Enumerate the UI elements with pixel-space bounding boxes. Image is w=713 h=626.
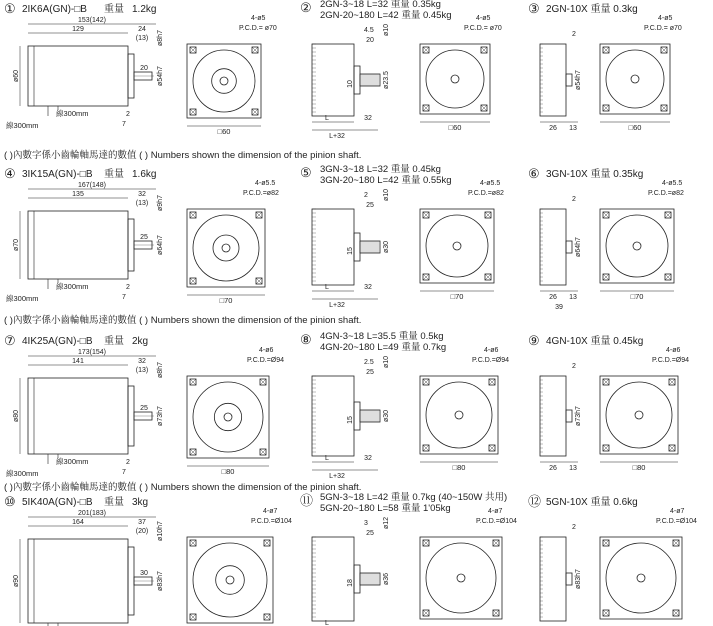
dim-pinion-diameter: ø10h7 bbox=[157, 521, 164, 541]
decimal-gearhead-title: 4GN-10X 重量 0.45kg bbox=[546, 336, 644, 347]
pcd-value: P.C.D.= ø70 bbox=[239, 25, 277, 32]
decimal-gearhead-body bbox=[540, 44, 566, 116]
gearhead-pcd-holes: 4-ø6 bbox=[484, 347, 499, 354]
gearhead-pcd-value: P.C.D.=Ø94 bbox=[472, 357, 510, 364]
gearhead-front-circle bbox=[426, 382, 492, 448]
motor-front-circle bbox=[193, 382, 263, 452]
dim-gearhead-square: □70 bbox=[450, 292, 464, 301]
dim-dec-1: 2 bbox=[572, 31, 576, 38]
decimal-gearhead-boss bbox=[566, 573, 572, 585]
dim-decimal-square: □60 bbox=[628, 123, 642, 132]
dim-gearhead-5: ø12 bbox=[383, 516, 390, 530]
dim-length-b: (20) bbox=[135, 528, 149, 535]
decimal-gearhead-body bbox=[540, 537, 566, 621]
gearhead-title-line2: 4GN-20~180 L=49 重量 0.7kg bbox=[320, 342, 447, 353]
dim-body-length: 135 bbox=[72, 191, 84, 198]
decimal-pcd-value: P.C.D.=ø82 bbox=[648, 190, 684, 197]
gearhead-title-line1: 4GN-3~18 L=35.5 重量 0.5kg bbox=[320, 331, 444, 342]
gearhead-shaft-end bbox=[457, 574, 465, 582]
dim-gearhead-1: 4.5 bbox=[364, 27, 374, 34]
gearhead-title-line2: 3GN-20~180 L=42 重量 0.55kg bbox=[320, 175, 452, 186]
dim-square: □80 bbox=[221, 467, 235, 476]
dim-shaft-length: 25 bbox=[140, 234, 148, 241]
dim-gearhead-5: ø10 bbox=[383, 188, 390, 202]
gearhead-front-square bbox=[420, 44, 490, 114]
gearhead-pcd-holes: 4-ø5 bbox=[476, 15, 491, 22]
gearhead-front-circle bbox=[426, 543, 496, 613]
gearhead-number: ② bbox=[300, 0, 312, 15]
gearhead-flange bbox=[354, 233, 360, 261]
decimal-pcd-holes: 4-ø6 bbox=[666, 347, 681, 354]
dim-total-length: 173(154) bbox=[77, 349, 107, 356]
gearhead-title-line2: 2GN-20~180 L=42 重量 0.45kg bbox=[320, 10, 452, 21]
dim-gearhead-3: 15 bbox=[347, 416, 354, 424]
decimal-gearhead-title: 3GN-10X 重量 0.35kg bbox=[546, 169, 644, 180]
pcd-value: P.C.D.=Ø94 bbox=[247, 357, 285, 364]
dim-dec-3: 13 bbox=[569, 125, 577, 132]
motor-shaft-end bbox=[220, 77, 228, 85]
motor-front-square bbox=[187, 376, 269, 458]
dim-body-length: 129 bbox=[72, 26, 84, 33]
dim-dec-2: 26 bbox=[549, 465, 557, 472]
dim-pinion-diameter: ø9h7 bbox=[157, 195, 164, 211]
motor-flange bbox=[128, 54, 134, 98]
decimal-gearhead-title: 5GN-10X 重量 0.6kg bbox=[546, 497, 638, 508]
decimal-gearhead-title: 2GN-10X 重量 0.3kg bbox=[546, 4, 638, 15]
dim-L2: 32 bbox=[364, 115, 372, 122]
dim-offset-2: 2 bbox=[126, 284, 130, 291]
motor-shaft-end bbox=[224, 413, 232, 421]
motor-weight: 2kg bbox=[132, 336, 149, 347]
pcd-holes: 4-ø6 bbox=[259, 347, 274, 354]
decimal-gearhead-body bbox=[540, 376, 566, 456]
dim-dec-1: 2 bbox=[572, 524, 576, 531]
dim-L: L bbox=[325, 115, 329, 122]
dim-gearhead-2: 25 bbox=[366, 202, 374, 209]
dim-Lsum: L+32 bbox=[329, 302, 345, 309]
dim-offset-2: 2 bbox=[126, 111, 130, 118]
dim-body-length: 141 bbox=[72, 358, 84, 365]
decimal-pcd-holes: 4-ø5 bbox=[658, 15, 673, 22]
gearhead-front-circle bbox=[426, 215, 488, 277]
decimal-gearhead-body bbox=[540, 209, 566, 285]
motor-boss bbox=[214, 403, 241, 430]
pinion-note: ( )內數字係小齒輪軸馬達的數值 ( ) Numbers shown the dimension of the pinion shaft. bbox=[4, 150, 362, 161]
dim-offset: 7 bbox=[122, 121, 126, 128]
dim-offset-2: 2 bbox=[126, 459, 130, 466]
dim-gearhead-3: 15 bbox=[347, 247, 354, 255]
motor-title: 4IK25A(GN)-□B bbox=[22, 336, 93, 347]
dim-dec-diameter: ø54h7 bbox=[575, 70, 582, 90]
gearhead-body bbox=[312, 376, 354, 456]
motor-front-circle bbox=[193, 215, 259, 281]
decimal-front-square bbox=[600, 537, 682, 619]
dim-dec-diameter: ø64h7 bbox=[575, 237, 582, 257]
dim-gearhead-5: ø10 bbox=[383, 355, 390, 369]
motor-title: 3IK15A(GN)-□B bbox=[22, 169, 93, 180]
dim-gearhead-3: 10 bbox=[347, 80, 354, 88]
dim-length-a: 32 bbox=[138, 191, 146, 198]
dim-length-b: (13) bbox=[135, 200, 149, 207]
gearhead-title-line2: 5GN-20~180 L=58 重量 1'05kg bbox=[320, 503, 451, 514]
motor-weight: 1.6kg bbox=[132, 169, 157, 180]
dim-gearhead-3: 18 bbox=[347, 579, 354, 587]
motor-number: ⑦ bbox=[4, 333, 16, 348]
dim-decimal-square: □70 bbox=[630, 292, 644, 301]
dim-gearhead-4: ø23.5 bbox=[383, 71, 390, 89]
dim-shaft-length: 20 bbox=[140, 65, 148, 72]
dim-Lsum: L+32 bbox=[329, 473, 345, 480]
dim-L: L bbox=[325, 455, 329, 462]
pcd-holes: 4-ø5 bbox=[251, 15, 266, 22]
motor-body bbox=[28, 46, 128, 106]
motor-front-square bbox=[187, 44, 261, 118]
decimal-pcd-holes: 4-ø5.5 bbox=[662, 180, 683, 187]
motor-front-square bbox=[187, 537, 273, 623]
pinion-note: ( )內數字係小齒輪軸馬達的數值 ( ) Numbers shown the dimension of the pinion shaft. bbox=[4, 482, 362, 493]
dim-shaft-length: 25 bbox=[140, 405, 148, 412]
gearhead-title-line1: 5GN-3~18 L=42 重量 0.7kg (40~150W 共用) bbox=[320, 492, 508, 503]
dim-gearhead-2: 20 bbox=[366, 37, 374, 44]
motor-weight: 1.2kg bbox=[132, 4, 157, 15]
gearhead-shaft-end bbox=[455, 411, 463, 419]
decimal-shaft-end bbox=[631, 75, 639, 83]
motor-boss bbox=[213, 235, 239, 261]
dim-dec-2: 26 bbox=[549, 125, 557, 132]
lead-wire-label-2: 線300mm bbox=[56, 457, 89, 466]
dim-gearhead-1: 3 bbox=[364, 520, 368, 527]
dim-shaft-diameter: ø64h7 bbox=[157, 235, 164, 255]
dim-total-length: 167(148) bbox=[77, 182, 107, 189]
gearhead-body bbox=[312, 44, 354, 116]
decimal-front-circle bbox=[606, 50, 664, 108]
dim-diameter: ø70 bbox=[13, 238, 20, 252]
pcd-value: P.C.D.=Ø104 bbox=[251, 518, 292, 525]
gearhead-title-line1: 2GN-3~18 L=32 重量 0.35kg bbox=[320, 0, 441, 10]
dim-gearhead-1: 2 bbox=[364, 192, 368, 199]
decimal-gearhead-boss bbox=[566, 410, 572, 422]
motor-boss bbox=[212, 69, 237, 94]
motor-shaft-end bbox=[226, 576, 234, 584]
dim-dec-1: 2 bbox=[572, 196, 576, 203]
dim-L2: 32 bbox=[364, 284, 372, 291]
motor-front-circle bbox=[193, 50, 255, 112]
gearhead-pcd-value: P.C.D.=ø82 bbox=[468, 190, 504, 197]
dim-square: □60 bbox=[217, 127, 231, 136]
decimal-shaft-end bbox=[637, 574, 645, 582]
dim-length-a: 24 bbox=[138, 26, 146, 33]
dim-gearhead-4: ø36 bbox=[383, 572, 390, 586]
gearhead-shaft-end bbox=[451, 75, 459, 83]
gearhead-number: ⑤ bbox=[300, 165, 312, 180]
pinion-note: ( )內數字係小齒輪軸馬達的數值 ( ) Numbers shown the dimension of the pinion shaft. bbox=[4, 315, 362, 326]
motor-flange bbox=[128, 386, 134, 446]
gearhead-front-square bbox=[420, 209, 494, 283]
decimal-gearhead-number: ③ bbox=[528, 1, 540, 16]
motor-number: ⑩ bbox=[4, 494, 16, 509]
motor-front-circle bbox=[193, 543, 267, 617]
decimal-front-circle bbox=[606, 543, 676, 613]
decimal-shaft-end bbox=[633, 242, 641, 250]
dim-gearhead-2: 25 bbox=[366, 530, 374, 537]
dim-dec-diameter: ø73h7 bbox=[575, 406, 582, 426]
dim-dec-4: 39 bbox=[555, 304, 563, 311]
dim-dec-diameter: ø83h7 bbox=[575, 569, 582, 589]
decimal-gearhead-number: ⑥ bbox=[528, 166, 540, 181]
motor-weight-label: 重量 bbox=[104, 336, 124, 347]
gearhead-pcd-holes: 4-ø7 bbox=[488, 508, 503, 515]
motor-weight: 3kg bbox=[132, 497, 149, 508]
lead-wire-label: 線300mm bbox=[6, 469, 39, 478]
gearhead-shaft-end bbox=[453, 242, 461, 250]
motor-weight-label: 重量 bbox=[104, 169, 124, 180]
gearhead-flange bbox=[354, 402, 360, 430]
dim-gearhead-5: ø10 bbox=[383, 23, 390, 37]
dim-L: L bbox=[325, 620, 329, 626]
gearhead-pcd-holes: 4-ø5.5 bbox=[480, 180, 501, 187]
dim-pinion-diameter: ø8h7 bbox=[157, 362, 164, 378]
motor-body bbox=[28, 539, 128, 623]
gearhead-body bbox=[312, 209, 354, 285]
gearhead-title-line1: 3GN-3~18 L=32 重量 0.45kg bbox=[320, 164, 441, 175]
dim-dec-2: 26 bbox=[549, 294, 557, 301]
dim-decimal-square: □80 bbox=[632, 463, 646, 472]
decimal-gearhead-number: ⑫ bbox=[528, 494, 542, 509]
dim-dec-3: 13 bbox=[569, 465, 577, 472]
motor-title: 2IK6A(GN)-□B bbox=[22, 4, 87, 15]
decimal-gearhead-boss bbox=[566, 74, 572, 86]
motor-title: 5IK40A(GN)-□B bbox=[22, 497, 93, 508]
dim-diameter: ø90 bbox=[13, 574, 20, 588]
motor-number: ① bbox=[4, 1, 16, 16]
dim-square: □70 bbox=[219, 296, 233, 305]
dim-gearhead-square: □80 bbox=[452, 463, 466, 472]
pcd-value: P.C.D.=ø82 bbox=[243, 190, 279, 197]
dim-diameter: ø60 bbox=[13, 69, 20, 83]
dim-Lsum: L+32 bbox=[329, 133, 345, 140]
decimal-front-square bbox=[600, 44, 670, 114]
gearhead-flange bbox=[354, 66, 360, 94]
pcd-holes: 4-ø5.5 bbox=[255, 180, 276, 187]
motor-body bbox=[28, 378, 128, 454]
dim-dec-1: 2 bbox=[572, 363, 576, 370]
decimal-pcd-value: P.C.D.= ø70 bbox=[644, 25, 682, 32]
dim-offset: 7 bbox=[122, 294, 126, 301]
dim-gearhead-4: ø30 bbox=[383, 240, 390, 254]
dim-offset: 7 bbox=[122, 469, 126, 476]
gearhead-flange bbox=[354, 565, 360, 593]
dim-pinion-diameter: ø8h7 bbox=[157, 30, 164, 46]
decimal-front-square bbox=[600, 209, 674, 283]
decimal-front-square bbox=[600, 376, 678, 454]
dim-body-length: 164 bbox=[72, 519, 84, 526]
dim-total-length: 153(142) bbox=[77, 17, 107, 24]
motor-flange bbox=[128, 219, 134, 271]
dim-gearhead-square: □60 bbox=[448, 123, 462, 132]
gearhead-number: ⑪ bbox=[300, 493, 314, 508]
decimal-gearhead-number: ⑨ bbox=[528, 333, 540, 348]
dim-L2: 32 bbox=[364, 455, 372, 462]
dim-shaft-diameter: ø54h7 bbox=[157, 66, 164, 86]
pcd-holes: 4-ø7 bbox=[263, 508, 278, 515]
motor-number: ④ bbox=[4, 166, 16, 181]
dim-gearhead-1: 2.5 bbox=[364, 359, 374, 366]
dim-length-a: 32 bbox=[138, 358, 146, 365]
motor-shaft-end bbox=[222, 244, 230, 252]
dim-length-b: (13) bbox=[135, 367, 149, 374]
lead-wire-label: 線300mm bbox=[6, 294, 39, 303]
lead-wire-label-2: 線300mm bbox=[56, 282, 89, 291]
decimal-pcd-value: P.C.D.=Ø104 bbox=[656, 518, 697, 525]
decimal-pcd-value: P.C.D.=Ø94 bbox=[652, 357, 690, 364]
dim-shaft-length: 30 bbox=[140, 570, 148, 577]
decimal-shaft-end bbox=[635, 411, 643, 419]
decimal-gearhead-boss bbox=[566, 241, 572, 253]
gearhead-front-square bbox=[420, 537, 502, 619]
decimal-front-circle bbox=[606, 382, 672, 448]
motor-weight-label: 重量 bbox=[104, 497, 124, 508]
motor-flange bbox=[128, 547, 134, 615]
motor-front-square bbox=[187, 209, 265, 287]
gearhead-pcd-value: P.C.D.= ø70 bbox=[464, 25, 502, 32]
gearhead-number: ⑧ bbox=[300, 332, 312, 347]
decimal-front-circle bbox=[606, 215, 668, 277]
lead-wire-label-2: 線300mm bbox=[56, 109, 89, 118]
dim-gearhead-2: 25 bbox=[366, 369, 374, 376]
motor-boss bbox=[216, 566, 245, 595]
dim-L: L bbox=[325, 284, 329, 291]
gearhead-front-circle bbox=[426, 50, 484, 108]
dim-diameter: ø80 bbox=[13, 409, 20, 423]
decimal-pcd-holes: 4-ø7 bbox=[670, 508, 685, 515]
dim-length-b: (13) bbox=[135, 35, 149, 42]
gearhead-front-square bbox=[420, 376, 498, 454]
dim-shaft-diameter: ø83h7 bbox=[157, 571, 164, 591]
gearhead-pcd-value: P.C.D.=Ø104 bbox=[476, 518, 517, 525]
lead-wire-label: 線300mm bbox=[6, 121, 39, 130]
gearhead-body bbox=[312, 537, 354, 621]
dim-length-a: 37 bbox=[138, 519, 146, 526]
motor-weight-label: 重量 bbox=[104, 4, 124, 15]
dim-dec-3: 13 bbox=[569, 294, 577, 301]
dim-gearhead-4: ø30 bbox=[383, 409, 390, 423]
dim-shaft-diameter: ø73h7 bbox=[157, 406, 164, 426]
dim-total-length: 201(183) bbox=[77, 510, 107, 517]
motor-body bbox=[28, 211, 128, 279]
